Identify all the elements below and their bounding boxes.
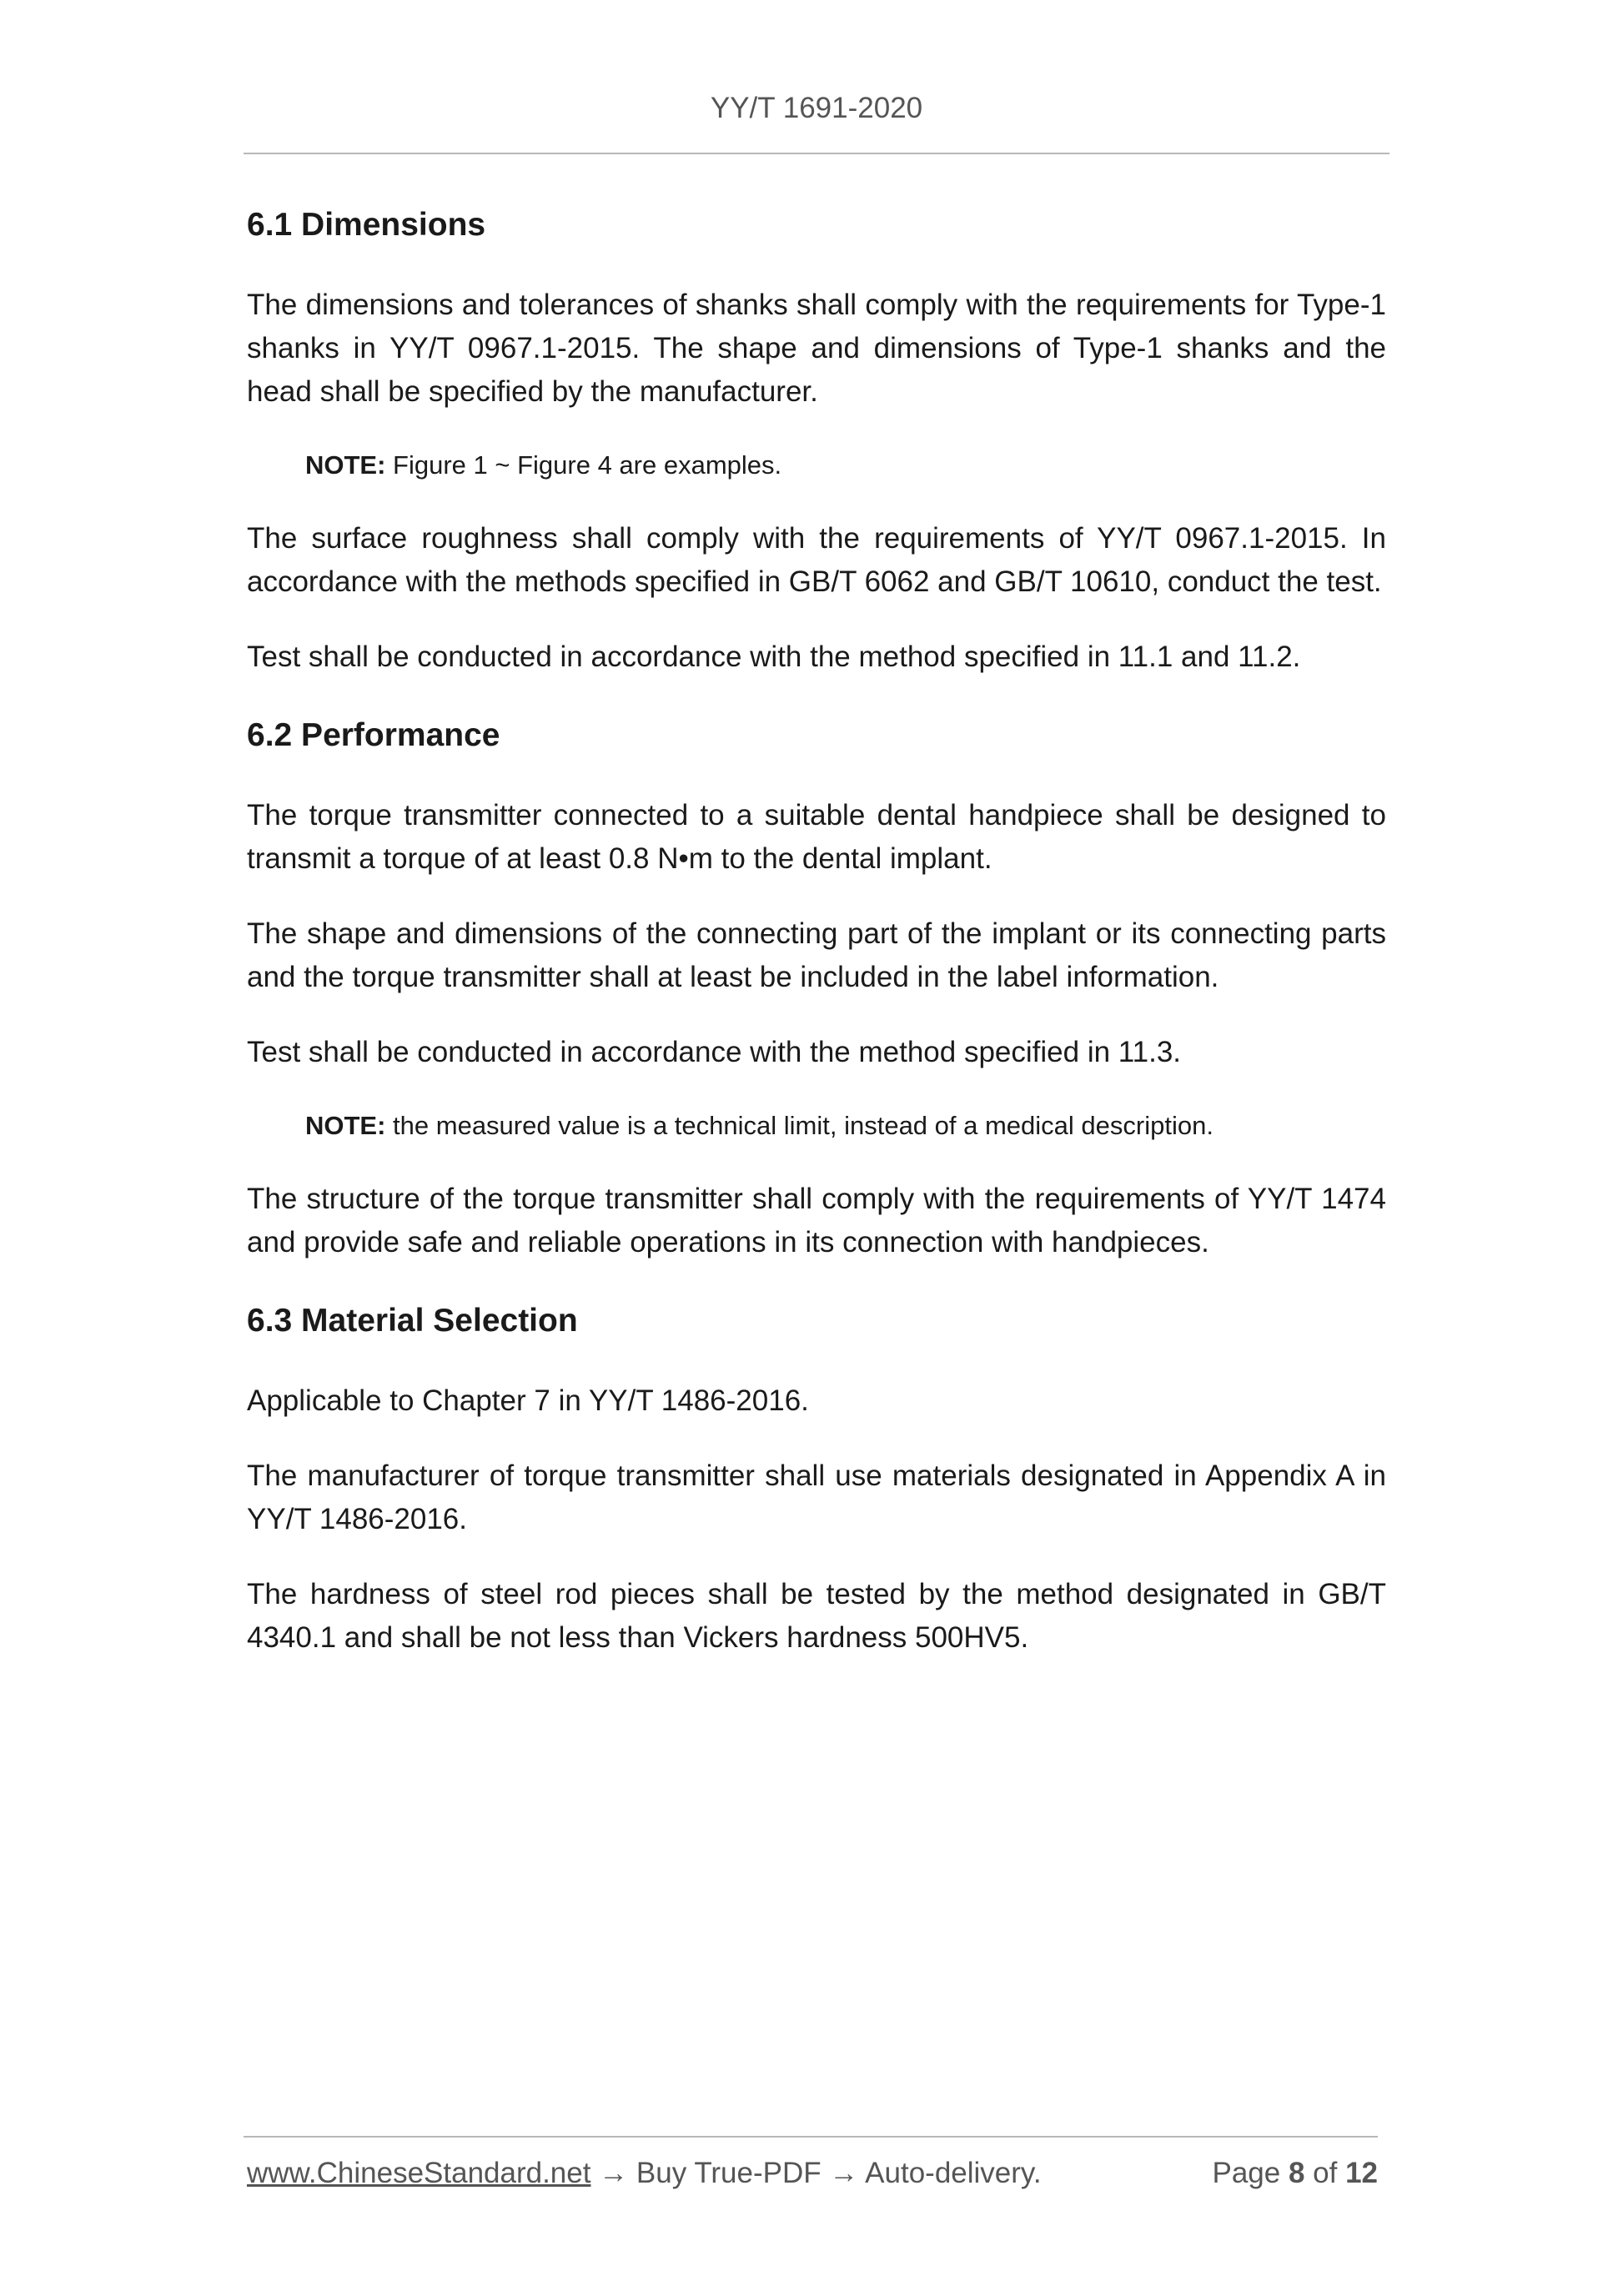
- paragraph: Applicable to Chapter 7 in YY/T 1486-2016.: [247, 1384, 809, 1417]
- page-header: YY/T 1691-2020: [710, 92, 923, 124]
- section-heading-6-2: 6.2 Performance: [247, 717, 500, 753]
- section-heading-6-1: 6.1 Dimensions: [247, 207, 486, 243]
- footer-divider: [244, 2136, 1378, 2138]
- paragraph: The manufacturer of torque transmitter shall use materials designated in Appendix A in YY/T 1486-2016.: [247, 1459, 1386, 1535]
- note-label: NOTE:: [305, 450, 386, 480]
- current-page: 8: [1288, 2157, 1305, 2189]
- note-label: NOTE:: [305, 1111, 386, 1140]
- paragraph: The hardness of steel rod pieces shall be tested by the method designated in GB/T 4340.1 and shall be not less than Vickers hardness 500HV5.: [247, 1578, 1386, 1654]
- of-word: of: [1304, 2157, 1346, 2189]
- paragraph: The torque transmitter connected to a suitable dental handpiece shall be designed to transmit a torque of at least 0.8 N•m to the dental implant.: [247, 799, 1386, 875]
- note: [305, 1106, 1386, 1146]
- paragraph: The surface roughness shall comply with the requirements of YY/T 0967.1-2015. In accordance with the methods specified in GB/T 6062 and GB/T 10610, conduct the test.: [247, 522, 1386, 598]
- note-text: the measured value is a technical limit, instead of a medical description.: [385, 1111, 1213, 1140]
- section-heading-6-3: 6.3 Material Selection: [247, 1303, 578, 1339]
- note: [305, 445, 1386, 485]
- page-content: [247, 200, 1386, 1691]
- footer-promo: [247, 2157, 1042, 2190]
- header-divider: [244, 153, 1389, 154]
- total-pages: 12: [1345, 2157, 1378, 2189]
- footer-tagline: → Buy True-PDF → Auto-delivery.: [590, 2157, 1042, 2189]
- page-footer: [247, 2157, 1378, 2190]
- note-text: Figure 1 ~ Figure 4 are examples.: [385, 450, 782, 480]
- page-number: [1212, 2157, 1378, 2190]
- paragraph: Test shall be conducted in accordance with the method specified in 11.3.: [247, 1036, 1182, 1068]
- paragraph: The structure of the torque transmitter shall comply with the requirements of YY/T 1474 and provide safe and reliable operations in its connection with handpieces.: [247, 1183, 1386, 1259]
- website-link[interactable]: www.ChineseStandard.net: [247, 2157, 591, 2189]
- paragraph: The shape and dimensions of the connecting part of the implant or its connecting parts and the torque transmitter shall at least be included in the label information.: [247, 917, 1386, 993]
- paragraph: Test shall be conducted in accordance with the method specified in 11.1 and 11.2.: [247, 641, 1301, 673]
- page-word: Page: [1212, 2157, 1289, 2189]
- paragraph: The dimensions and tolerances of shanks shall comply with the requirements for Type-1 shanks in YY/T 0967.1-2015. The shape and dimensions of Type-1 shanks and the head shall be specified by the manufacturer.: [247, 289, 1386, 408]
